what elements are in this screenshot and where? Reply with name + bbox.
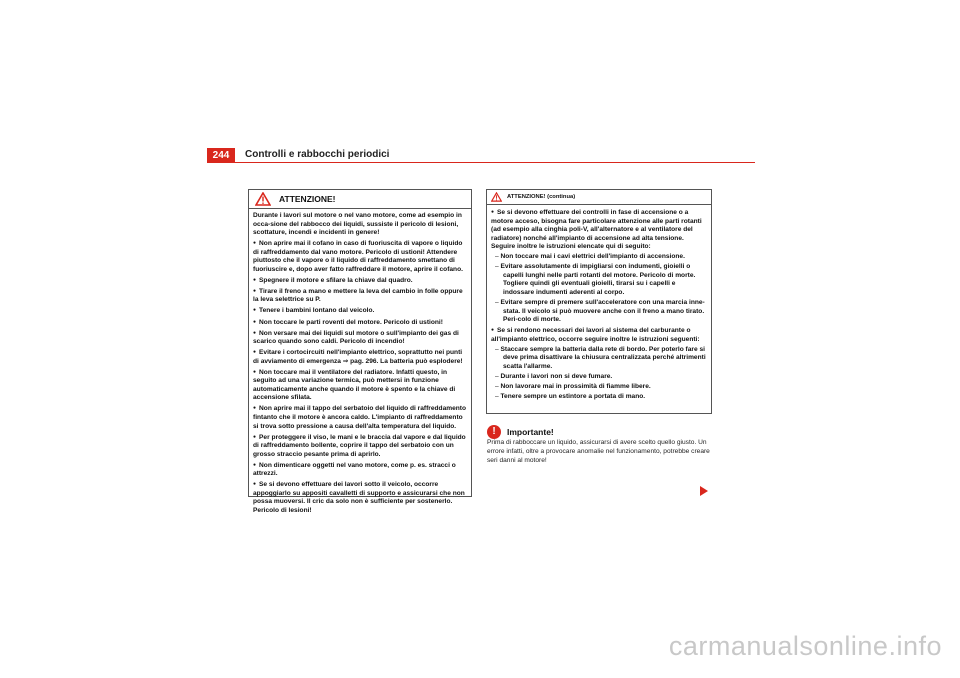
sub-list-item: – Evitare sempre di premere sull'acceleratore con una marcia inne-stata. Il veicolo si può muovere anche con il freno a mano tirato. Peri-colo di morte. xyxy=(491,299,707,325)
sub-list-item: – Non toccare mai i cavi elettrici dell'impianto di accensione. xyxy=(491,253,707,262)
page-number: 244 xyxy=(207,148,235,163)
warning-body-right xyxy=(487,205,711,401)
sub-list-item: – Durante i lavori non si deve fumare. xyxy=(491,373,707,382)
sub-list-item: – Non lavorare mai in prossimità di fiamme libere. xyxy=(491,383,707,392)
warning-box-right xyxy=(486,189,712,414)
important-text: Prima di rabboccare un liquido, assicurarsi di avere scelto quello giusto. Un errore infatti, oltre a provocare anomalie nel funzionamento, potrebbe creare seri danni al motore! xyxy=(487,439,710,464)
list-item: ● Non toccare mai il ventilatore del radiatore. Infatti questo, in seguito ad una variazione termica, può mettersi in funzione automaticamente anche quando il motore è spento e la chiave di accensione sfilata. xyxy=(253,368,467,403)
warning-triangle-icon xyxy=(491,192,502,202)
warning-title: ATTENZIONE! xyxy=(279,194,336,204)
sub-list-item: – Evitare assolutamente di impigliarsi con indumenti, gioielli o capelli lunghi nelle parti rotanti del motore. Pericolo di morte. Togliere quindi gli eventuali gioielli, tirarsi su i capelli e indossare indumenti aderenti al corpo. xyxy=(491,263,707,297)
list-item: ● Per proteggere il viso, le mani e le braccia dal vapore e dal liquido di raffreddamento bollente, coprire il tappo del serbatoio con un grosso straccio pesante prima di aprirlo. xyxy=(253,433,467,460)
warning-title: ATTENZIONE! (continua) xyxy=(507,194,576,200)
list-item: ● Non versare mai dei liquidi sul motore o sull'impianto dei gas di scarico quando sono caldi. Pericolo di incendio! xyxy=(253,329,467,347)
list-item: ● Se si devono effettuare dei controlli in fase di accensione o a motore acceso, bisogna fare particolare attenzione alle parti rotanti (ad esempio alla cinghia poli-V, all'alternatore e al ventilatore del radiatore) nonché all'impianto di accensione ad alta tensione. Seguire inoltre le istruzioni elencate qui di seguito: xyxy=(491,208,707,252)
list-item: ● Non aprire mai il cofano in caso di fuoriuscita di vapore o liquido di raffreddamento dal vano motore. Pericolo di ustioni! Attendere piuttosto che il vapore o il liquido di raffreddamento smettano di fuoriuscire e, dopo aver fatto raffreddare il motore, aprire il cofano. xyxy=(253,239,467,274)
important-icon: ! xyxy=(487,425,501,439)
list-item: ● Non aprire mai il tappo del serbatoio del liquido di raffreddamento fintanto che il motore è ancora caldo. L'impianto di raffreddamento si trova sotto pressione a causa dell'alta temperatura del liquido. xyxy=(253,404,467,431)
warning-intro: Durante i lavori sul motore o nel vano motore, come ad esempio in occa-sione del rabbocco dei liquidi, sussiste il pericolo di lesioni, scottature, incendi e incidenti in genere! xyxy=(253,212,462,237)
list-item: ● Non toccare le parti roventi del motore. Pericolo di ustioni! xyxy=(253,318,467,328)
sub-list-item: – Staccare sempre la batteria dalla rete di bordo. Per poterlo fare si deve prima disattivare la chiusura centralizzata perché altrimenti scatta l'allarme. xyxy=(491,346,707,372)
warning-header xyxy=(487,190,711,205)
watermark: carmanualsonline.info xyxy=(668,631,942,661)
warning-box-left xyxy=(248,189,472,514)
warning-triangle-icon xyxy=(255,192,271,206)
list-item: ● Se si devono effettuare dei lavori sotto il veicolo, occorre appoggiarlo su appositi cavalletti di supporto e assicurarsi che non possa muoversi. Il cric da solo non è sufficiente per sostenerlo. Pericolo di lesioni! xyxy=(253,480,467,515)
list-item: ● Non dimenticare oggetti nel vano motore, come p. es. stracci o attrezzi. xyxy=(253,461,467,479)
list-item: ● Spegnere il motore e sfilare la chiave dal quadro. xyxy=(253,276,467,286)
header-rule xyxy=(207,162,755,163)
next-page-arrow-icon xyxy=(700,486,708,496)
section-title: Controlli e rabbocchi periodici xyxy=(245,149,390,160)
sub-list-item: – Tenere sempre un estintore a portata di mano. xyxy=(491,393,707,402)
list-item: ● Tirare il freno a mano e mettere la leva del cambio in folle oppure la leva selettrice su P. xyxy=(253,287,467,305)
important-header xyxy=(487,425,554,439)
warning-header xyxy=(249,190,471,209)
warning-body-left xyxy=(249,209,471,516)
list-item: ● Evitare i cortocircuiti nell'impianto elettrico, soprattutto nei punti di avviamento di emergenza ⇒ pag. 296. La batteria può esplodere! xyxy=(253,348,467,366)
important-title: Importante! xyxy=(507,427,554,437)
list-item: ● Se si rendono necessari dei lavori al sistema del carburante o all'impianto elettrico, occorre seguire inoltre le istruzioni seguenti: xyxy=(491,326,707,344)
list-item: ● Tenere i bambini lontano dal veicolo. xyxy=(253,306,467,316)
